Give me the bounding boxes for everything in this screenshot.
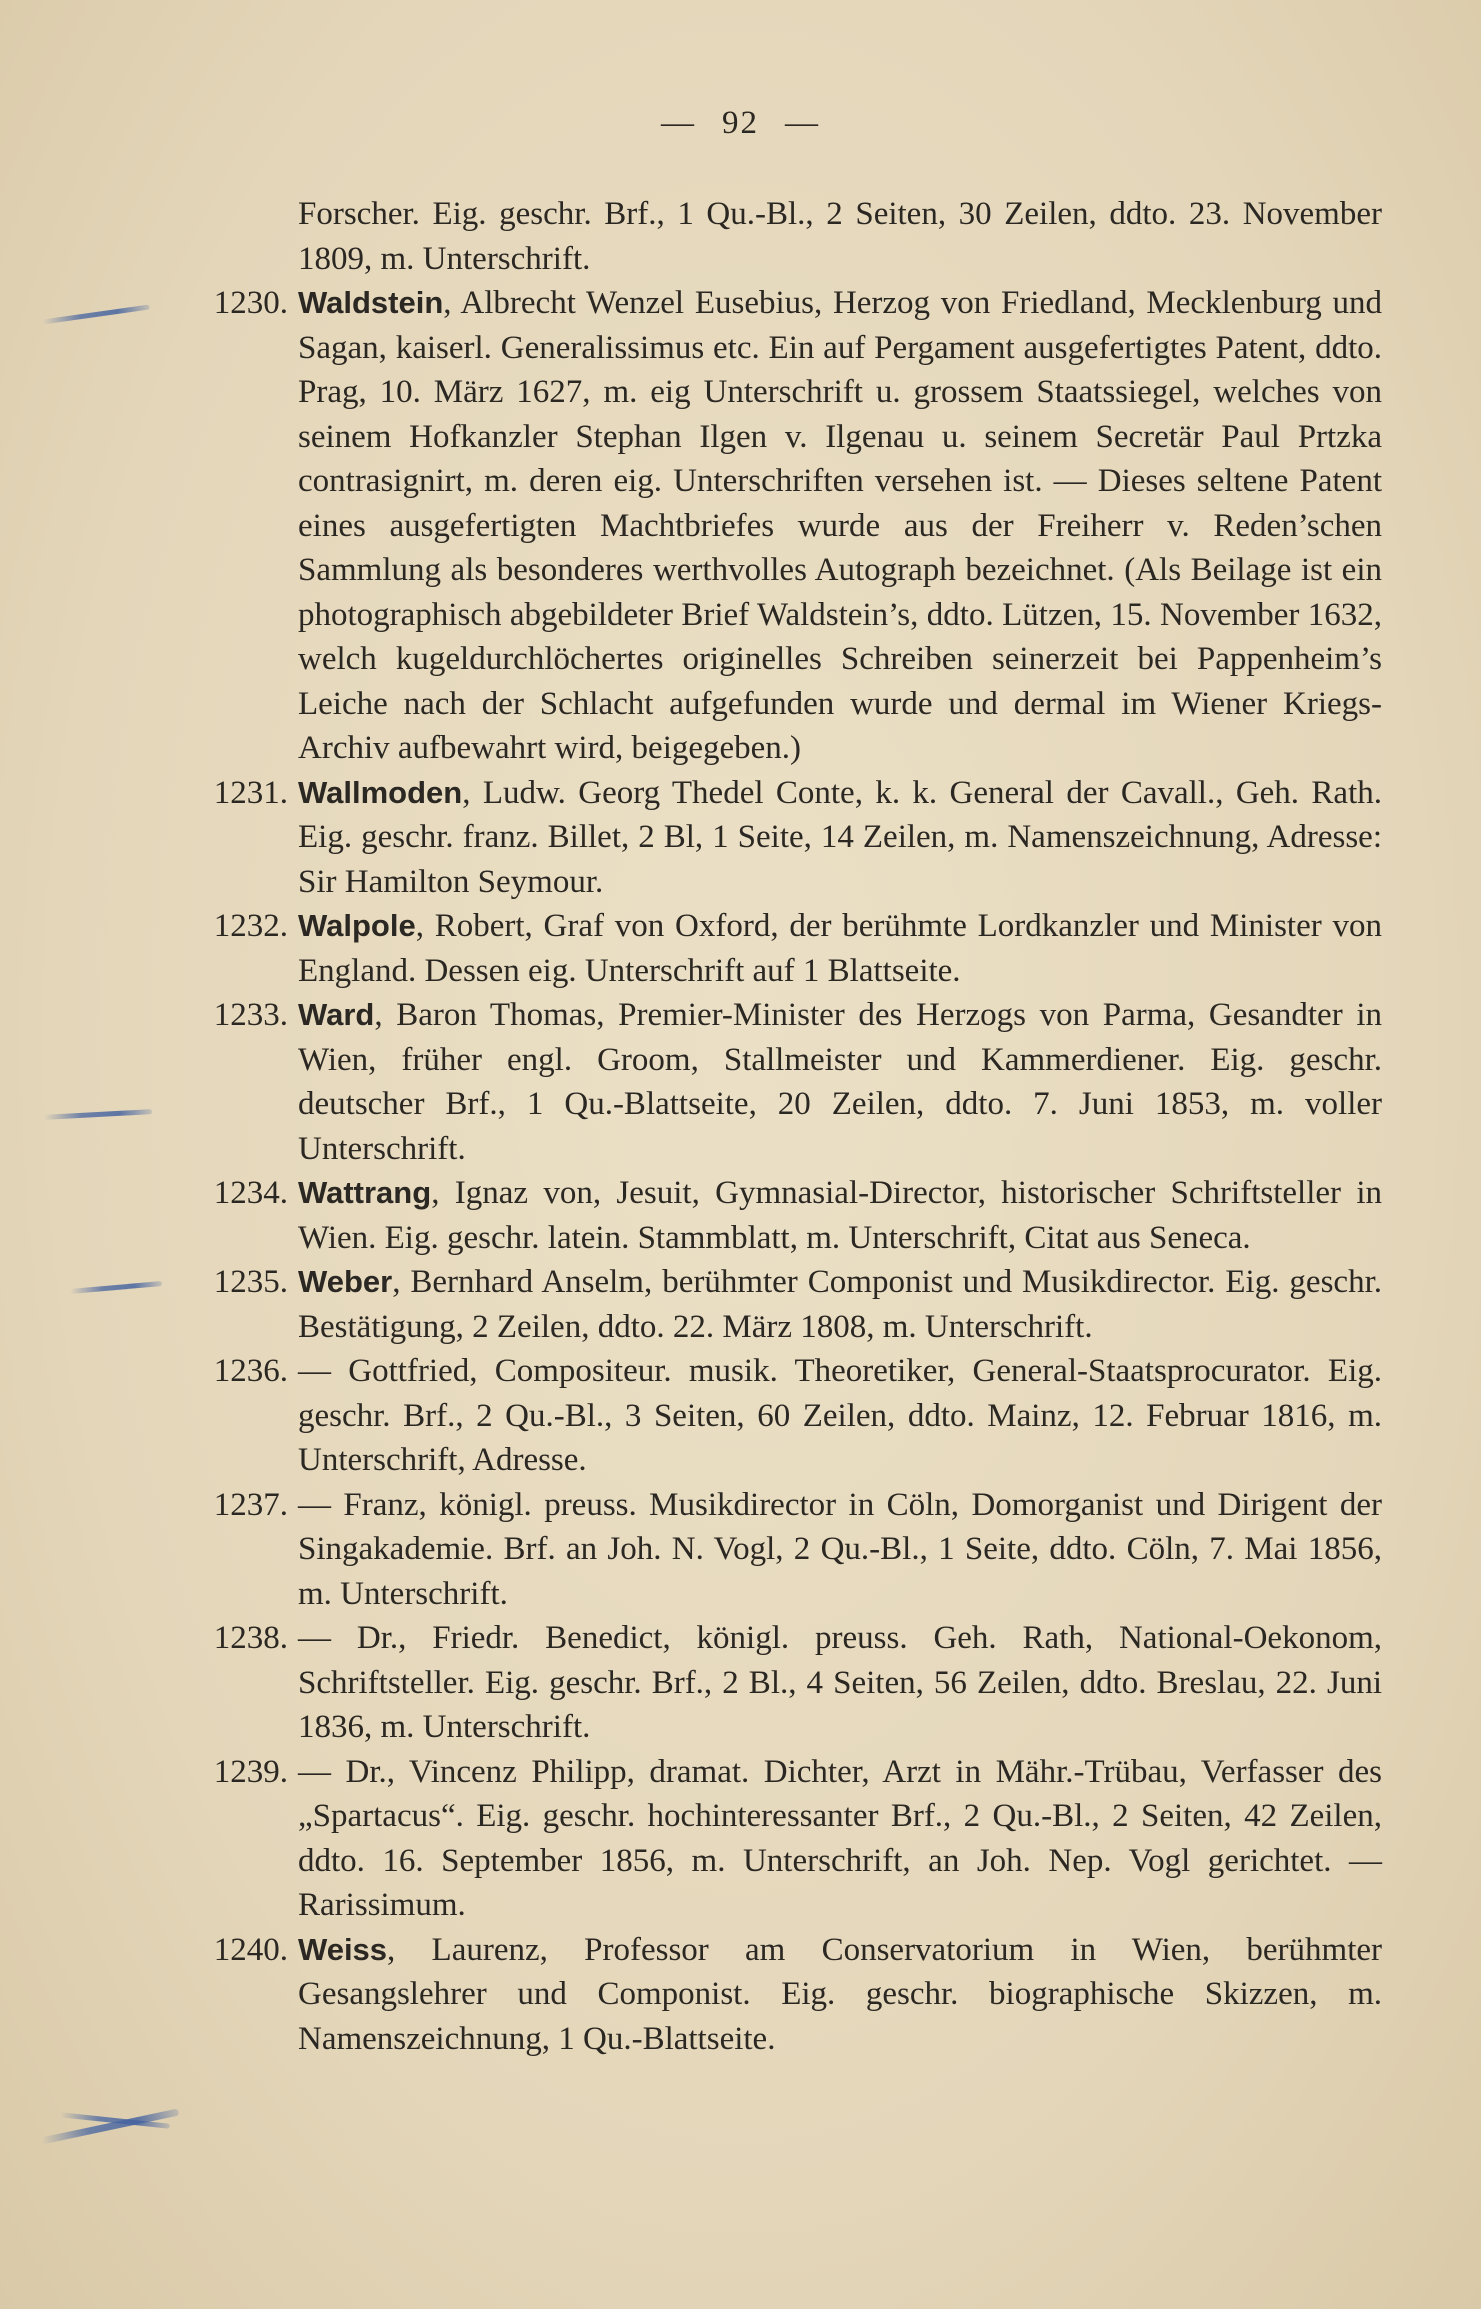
entry-number: 1239.: [213, 1753, 288, 1790]
entry-description: , Laurenz, Professor am Conservatorium in Wien, berühmter Gesangslehrer und Componist. Eig. geschr. biographische Skizzen, m. Namenszeichnung, 1 Qu.-Blattseite.: [298, 1931, 1382, 2057]
entry-number: 1238.: [213, 1620, 288, 1656]
catalog-entry: [192, 1349, 1382, 1483]
continuation-text: Forscher. Eig. geschr. Brf., 1 Qu.-Bl., 2 Seiten, 30 Zeilen, ddto. 23. November 1809, m. Unterschrift.: [298, 196, 1382, 277]
catalog-entry: [192, 1928, 1382, 2062]
entry-number: 1231.: [213, 774, 288, 811]
catalog-entry: [192, 1616, 1382, 1750]
entry-description: , Ignaz von, Jesuit, Gymnasial-Director, historischer Schriftsteller in Wien. Eig. geschr. latein. Stammblatt, m. Unterschrift, Citat aus Seneca.: [298, 1175, 1382, 1256]
entry-number: 1233.: [213, 997, 288, 1033]
entry-number: 1240.: [213, 1931, 288, 1968]
entry-description: — Franz, königl. preuss. Musikdirector in Cöln, Domorganist und Dirigent der Singakademie. Brf. an Joh. N. Vogl, 2 Qu.-Bl., 1 Seite, ddto. Cöln, 7. Mai 1856, m. Unterschrift.: [298, 1486, 1382, 1612]
entry-description: , Baron Thomas, Premier-Minister des Herzogs von Parma, Gesandter in Wien, früher engl. Groom, Stallmeister und Kammerdiener. Eig. geschr. deutscher Brf., 1 Qu.-Blattseite, 20 Zeilen, ddto. 7. Juni 1853, m. voller Unterschrift.: [298, 997, 1382, 1167]
entry-description: , Ludw. Georg Thedel Conte, k. k. General der Cavall., Geh. Rath. Eig. geschr. franz. Billet, 2 Bl, 1 Seite, 14 Zeilen, m. Namenszeichnung, Adresse: Sir Hamilton Seymour.: [298, 774, 1382, 900]
entry-name: Wallmoden: [298, 774, 463, 810]
entry-description: , Albrecht Wenzel Eusebius, Herzog von Friedland, Mecklenburg und Sagan, kaiserl. Generalissimus etc. Ein auf Pergament ausgefertigtes Patent, ddto. Prag, 10. März 1627, m. eig Unterschrift u. grossem Staatssiegel, welches von seinem Hofkanzler Stephan Ilgen v. Ilgenau u. seinem Secretär Paul Prtzka contrasignirt, m. deren eig. Unterschriften versehen ist. — Dieses seltene Patent eines ausgefertigten Machtbriefes wurde aus der Freiherr v. Reden’schen Sammlung als besonderes werthvolles Autograph bezeichnet. (Als Beilage ist ein photographisch abgebildeter Brief Waldstein’s, ddto. Lützen, 15. November 1632, welch kugeldurchlöchertes originelles Schreiben seinerzeit bei Pappenheim’s Leiche nach der Schlacht aufgefunden wurde und dermal im Wiener Kriegs-Archiv aufbewahrt wird, beigegeben.): [298, 285, 1382, 766]
entry-description: , Robert, Graf von Oxford, der berühmte Lordkanzler und Minister von England. Dessen eig. Unterschrift auf 1 Blattseite.: [298, 908, 1382, 989]
entry-name: Ward: [298, 997, 375, 1032]
pencil-mark-icon: [70, 1281, 162, 1294]
catalog-entry: [192, 1750, 1382, 1928]
entry-name: Walpole: [298, 908, 416, 943]
entry-number: 1235.: [213, 1264, 288, 1300]
entry-description: — Gottfried, Compositeur. musik. Theoretiker, General-Staatsprocurator. Eig. geschr. Brf., 2 Qu.-Bl., 3 Seiten, 60 Zeilen, ddto. Mainz, 12. Februar 1816, m. Unterschrift, Adresse.: [298, 1353, 1382, 1478]
catalog-text: [192, 192, 1382, 2061]
entry-name: Wattrang: [298, 1175, 432, 1210]
entry-number: 1232.: [213, 908, 288, 944]
catalog-entry: [192, 1483, 1382, 1617]
entry-number: 1237.: [213, 1486, 288, 1523]
pencil-mark-icon: [44, 1109, 152, 1120]
entry-name: Waldstein: [298, 285, 444, 320]
entry-description: , Bernhard Anselm, berühmter Componist und Musikdirector. Eig. geschr. Bestätigung, 2 Zeilen, ddto. 22. März 1808, m. Unterschrift.: [298, 1264, 1382, 1345]
catalog-entry: [192, 993, 1382, 1171]
entry-description: — Dr., Vincenz Philipp, dramat. Dichter, Arzt in Mähr.-Trübau, Verfasser des „Spartacus“. Eig. geschr. hochinteressanter Brf., 2 Qu.-Bl., 2 Seiten, 42 Zeilen, ddto. 16. September 1856, m. Unterschrift, an Joh. Nep. Vogl gerichtet. — Rarissimum.: [298, 1753, 1382, 1923]
catalog-entry: [192, 904, 1382, 993]
entry-number: 1234.: [213, 1175, 288, 1211]
entry-number: 1230.: [213, 285, 288, 321]
pencil-mark-icon: [42, 305, 150, 325]
catalog-entry: [192, 1171, 1382, 1260]
entry-name: Weber: [298, 1264, 393, 1299]
entry-description: — Dr., Friedr. Benedict, königl. preuss. Geh. Rath, National-Oekonom, Schriftsteller. Eig. geschr. Brf., 2 Bl., 4 Seiten, 56 Zeilen, ddto. Breslau, 22. Juni 1836, m. Unterschrift.: [298, 1620, 1382, 1745]
catalog-entry: [192, 1260, 1382, 1349]
entry-name: Weiss: [298, 1931, 388, 1967]
page-number: — 92 —: [661, 105, 820, 141]
catalog-entry: [192, 281, 1382, 771]
entry-number: 1236.: [213, 1353, 288, 1389]
catalog-entry: [192, 771, 1382, 905]
